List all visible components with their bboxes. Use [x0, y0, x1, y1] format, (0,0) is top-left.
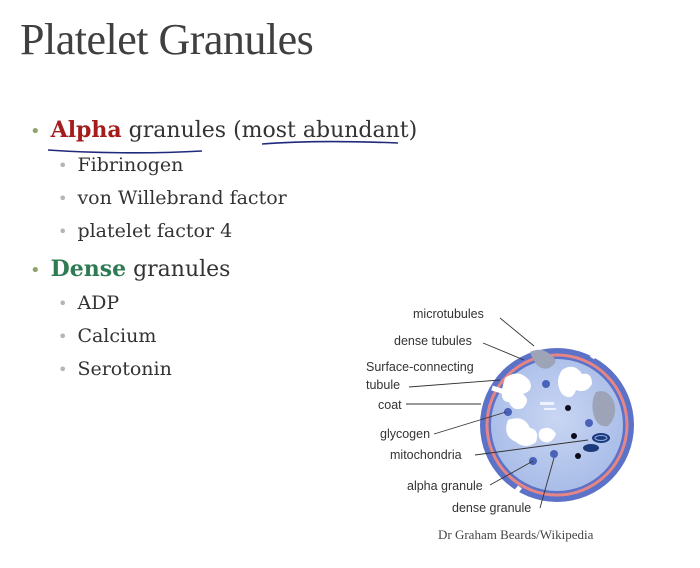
dense-item-2: • Calcium — [58, 325, 157, 347]
label-surface-connecting: Surface-connecting — [366, 360, 474, 374]
label-tubule: tubule — [366, 378, 401, 392]
bullet-dot: • — [30, 260, 41, 281]
alpha-rest: granules (most abundant) — [121, 118, 418, 143]
slide-title: Platelet Granules — [20, 15, 314, 64]
alpha-highlight: Alpha — [50, 117, 122, 143]
tubule-opening — [512, 487, 520, 497]
dense-granule — [565, 405, 571, 411]
bullet-dot: • — [30, 121, 41, 142]
label-coat: coat — [378, 398, 402, 412]
glycogen-particles — [540, 402, 554, 405]
alpha-item-3: • platelet factor 4 — [58, 220, 233, 242]
alpha-item-2: • von Willebrand factor — [58, 187, 287, 209]
dense-granule — [571, 433, 577, 439]
mitochondrion — [583, 444, 599, 452]
label-mitochondria: mitochondria — [390, 448, 462, 462]
alpha-granule — [585, 419, 593, 427]
label-dense-granule: dense granule — [452, 501, 532, 515]
label-glycogen: glycogen — [380, 427, 431, 441]
label-alpha-granule: alpha granule — [407, 479, 483, 493]
dense-item-3: • Serotonin — [58, 358, 172, 380]
label-dense-tubules: dense tubules — [394, 334, 472, 348]
dense-granule — [575, 453, 581, 459]
alpha-item-1: • Fibrinogen — [58, 154, 184, 176]
image-credit: Dr Graham Beards/Wikipedia — [438, 527, 594, 542]
dense-highlight: Dense — [50, 256, 127, 282]
alpha-granule — [542, 380, 550, 388]
tubule-opening — [592, 346, 600, 358]
alpha-granule — [550, 450, 558, 458]
dense-rest: granules — [126, 257, 231, 282]
glycogen-particles — [544, 408, 556, 410]
label-microtubules: microtubules — [413, 307, 484, 321]
dense-item-1: • ADP — [58, 292, 120, 314]
